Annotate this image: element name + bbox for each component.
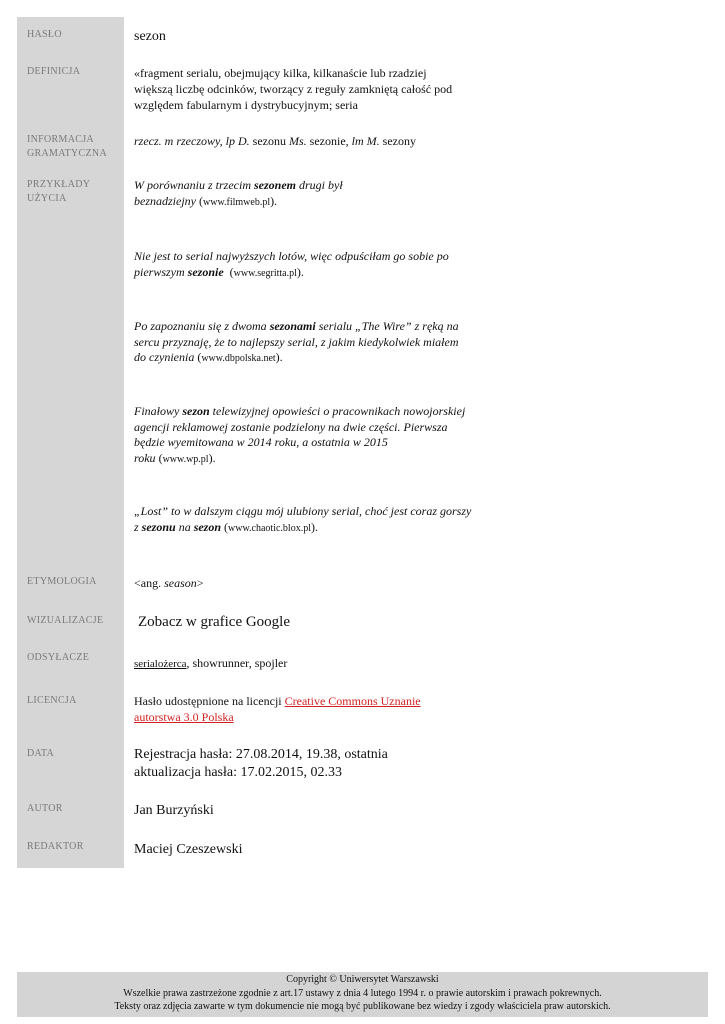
headword: sezon — [134, 29, 166, 44]
label-licencja: LICENCJA — [27, 695, 77, 706]
example-text: telewizyjnej opowieści o pracownikach nowojorskiej — [209, 404, 466, 418]
example-text: będzie wyemitowana w 2014 roku, a ostatnia w 2015 — [134, 435, 388, 449]
license-text: Hasło udostępnione na licencji — [134, 694, 285, 708]
definition-line: większą liczbę odcinków, tworzący z reguły zamkniętą całość pod — [134, 82, 453, 96]
google-images-link[interactable]: Zobacz w grafice Google — [138, 614, 291, 630]
example-text — [224, 265, 230, 279]
grammar-form: sezonu — [249, 134, 289, 148]
example-text: z — [134, 519, 142, 534]
etymology-source-word: season — [164, 576, 197, 590]
example-text: Nie jest to serial najwyższych lotów, więc odpuściłam go sobie po — [134, 249, 449, 263]
usage-example: Po zapoznaniu się z dwoma sezonami serialu „The Wire” z ręką na sercu przyznaję, że to najlepszy serial, z jakim kiedykolwiek miałem do czynienia (www.dbpolska.net). — [134, 319, 474, 367]
label-informacja-gramatyczna — [27, 133, 107, 161]
cross-references — [134, 655, 287, 672]
label-definicja: DEFINICJA — [27, 66, 81, 77]
label-informacja-line2: GRAMATYCZNA — [27, 148, 107, 159]
example-keyword: sezonie — [187, 264, 224, 279]
dates — [134, 746, 388, 782]
license-link[interactable]: Creative Commons Uznanie — [284, 694, 421, 708]
usage-example: „Lost” to w dalszym ciągu mój ulubiony serial, choć jest coraz gorszy z sezonu na sezon (www.chaotic.blox.pl). — [134, 504, 474, 536]
date-updated: aktualizacja hasła: 17.02.2015, 02.33 — [134, 765, 342, 780]
grammar-info — [134, 133, 416, 149]
example-text: Po zapoznaniu się z dwoma — [134, 319, 270, 333]
refs-text: , showrunner, spojler — [186, 656, 288, 670]
usage-example: W porównaniu z trzecim sezonem drugi był beznadziejny (www.filmweb.pl). — [134, 178, 343, 208]
author-name: Jan Burzyński — [134, 803, 214, 818]
ref-link-serialozerca[interactable]: serialożerca — [134, 658, 187, 670]
editor-name: Maciej Czeszewski — [134, 842, 243, 857]
usage-example: Finałowy sezon telewizyjnej opowieści o pracownikach nowojorskiej agencji reklamowej zostanie podzielony na dwie części. Pierwsza będzie wyemitowana w 2014 roku, a ostatnia w 2015 roku (www.wp.pl). — [134, 404, 474, 467]
label-haslo: HASŁO — [27, 29, 62, 40]
grammar-form: sezony — [379, 134, 416, 148]
example-keyword: sezonami — [269, 319, 316, 333]
example-source: www.filmweb.pl — [203, 196, 271, 208]
label-odsylacze: ODSYŁACZE — [27, 652, 90, 663]
label-przyklady-uzycia — [27, 178, 90, 206]
label-przyklady-line1: PRZYKŁADY — [27, 179, 91, 190]
example-keyword: sezonem — [254, 178, 296, 192]
example-source: www.chaotic.blox.pl — [228, 522, 311, 534]
etymology-text: <ang. — [134, 576, 165, 590]
label-etymologia: ETYMOLOGIA — [27, 576, 97, 587]
example-text: serialu „The Wire” z ręką na — [315, 319, 459, 333]
example-text: pierwszym — [134, 264, 188, 279]
label-data: DATA — [27, 748, 55, 759]
etymology-text: > — [196, 576, 204, 590]
example-text: drugi był — [296, 178, 343, 192]
label-informacja-line1: INFORMACJA — [27, 134, 94, 145]
example-keyword: sezon — [182, 404, 210, 418]
example-text: na — [175, 519, 194, 534]
footer-rights: Wszelkie prawa zastrzeżone zgodnie z art.17 ustawy z dnia 4 lutego 1994 r. o prawie autorskim i prawach pokrewnych. — [123, 987, 602, 999]
label-przyklady-line2: UŻYCIA — [27, 193, 67, 204]
footer-copyright: Copyright © Uniwersytet Warszawski — [286, 974, 439, 985]
example-text: sercu przyznaję, że to najlepszy serial, z jakim kiedykolwiek miałem — [134, 334, 459, 349]
copyright-footer — [17, 972, 708, 1017]
etymology — [134, 575, 204, 591]
grammar-abbrev: rzecz. m rzeczowy, lp D. — [134, 134, 250, 148]
example-keyword: sezon — [193, 519, 222, 534]
date-registration: Rejestracja hasła: 27.08.2014, 19.38, ostatnia — [134, 747, 388, 762]
example-source: www.dbpolska.net — [201, 353, 276, 364]
label-redaktor: REDAKTOR — [27, 841, 84, 852]
example-source: www.segritta.pl — [233, 267, 297, 279]
definition — [134, 65, 494, 113]
grammar-abbrev: Ms. — [289, 134, 307, 148]
example-keyword: sezonu — [141, 519, 176, 534]
example-text: Finałowy — [134, 404, 183, 418]
footer-notice: Teksty oraz zdjęcia zawarte w tym dokumencie nie mogą być publikowane bez wiedzy i zgody właściciela praw autorskich. — [114, 1001, 611, 1012]
label-wizualizacje: WIZUALIZACJE — [27, 615, 104, 626]
example-source: www.wp.pl — [162, 453, 209, 465]
example-text: do czynienia — [134, 350, 198, 364]
license-link[interactable]: autorstwa 3.0 Polska — [134, 710, 234, 724]
definition-line: «fragment serialu, obejmujący kilka, kilkanaście lub rzadziej — [134, 66, 427, 80]
example-text: agencji reklamowej zostanie podzielony na dwie części. Pierwsza — [134, 419, 448, 434]
grammar-abbrev: lm M. — [351, 134, 380, 148]
example-text: beznadziejny — [134, 193, 199, 208]
usage-example: Nie jest to serial najwyższych lotów, więc odpuściłam go sobie po pierwszym sezonie (www.segritta.pl). — [134, 249, 474, 281]
example-text: W porównaniu z trzecim — [134, 178, 254, 192]
example-text: roku — [134, 450, 159, 465]
definition-line: względem fabularnym i dystrybucyjnym; seria — [134, 98, 358, 112]
license — [134, 693, 474, 725]
grammar-form: sezonie, — [306, 134, 352, 148]
label-autor: AUTOR — [27, 803, 63, 814]
example-text: „Lost” to w dalszym ciągu mój ulubiony serial, choć jest coraz gorszy — [134, 504, 472, 518]
